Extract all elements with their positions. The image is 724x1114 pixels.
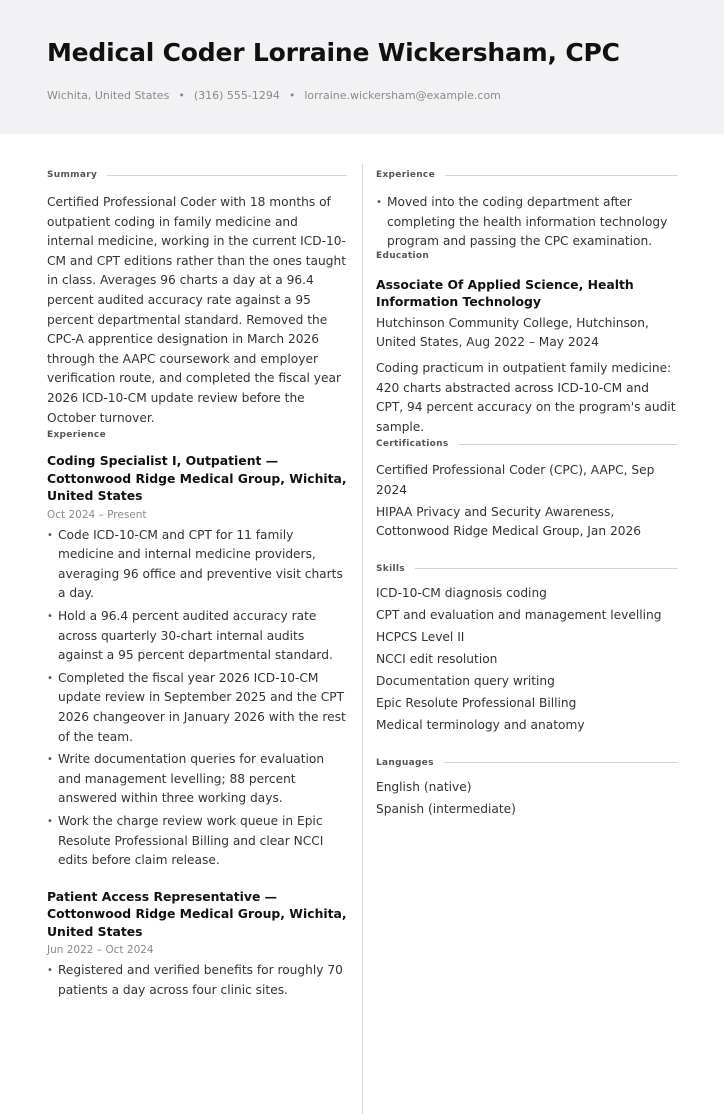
resume-header (0, 0, 724, 134)
job-dates: Jun 2022 – Oct 2024 (47, 944, 154, 957)
section-heading-label: Skills (376, 563, 405, 574)
section-rule (107, 175, 347, 176)
section-rule (458, 444, 678, 445)
page-title: Medical Coder Lorraine Wickersham, CPC (47, 38, 620, 67)
job-bullets (47, 961, 347, 1000)
job-dates: Oct 2024 – Present (47, 508, 147, 521)
experience-continued-heading (376, 168, 678, 182)
contact-line (47, 89, 724, 102)
section-heading-label: Languages (376, 757, 434, 768)
language-item: English (native) (376, 779, 472, 794)
job-entry (47, 888, 347, 1001)
contact-phone: (316) 555-1294 (193, 89, 280, 102)
bullet-item: • Completed the fiscal year 2026 ICD-10-CM update review in September 2025 and the CPT 2026 changeover in January 2026 with the rest of the team. (47, 669, 347, 747)
languages-list (376, 776, 678, 820)
skills-list (376, 582, 678, 736)
skill-item: ICD-10-CM diagnosis coding (376, 585, 547, 600)
contact-location: Wichita, United States (47, 89, 170, 102)
bullet-item: • Work the charge review work queue in Epic Resolute Professional Billing and clear NCCI edits before claim release. (47, 812, 347, 871)
skill-item: Medical terminology and anatomy (376, 717, 585, 732)
bullet-item: • Code ICD-10-CM and CPT for 11 family medicine and internal medicine providers, averaging 96 office and preventive visit charts a day. (47, 526, 347, 604)
section-heading-label: Experience (376, 170, 435, 180)
bullet-item: • Moved into the coding department after completing the health information technology program and passing the CPC examination. (376, 193, 678, 252)
school-line: Hutchinson Community College, Hutchinson, United States, Aug 2022 – May 2024 (376, 315, 649, 350)
section-heading-label: Summary (47, 170, 98, 180)
language-item: Spanish (intermediate) (376, 801, 516, 816)
job-title: Coding Specialist I, Outpatient — Cottonwood Ridge Medical Group, Wichita, United States (47, 453, 347, 504)
section-heading-label: Certifications (376, 439, 449, 450)
summary-heading (47, 168, 347, 182)
languages-heading (376, 756, 678, 770)
separator-dot: • (178, 89, 185, 102)
job-bullets (47, 526, 347, 871)
job-bullets-continued (376, 193, 678, 252)
contact-email: lorraine.wickersham@example.com (304, 89, 501, 102)
skill-item: Documentation query writing (376, 673, 555, 688)
certification-item: HIPAA Privacy and Security Awareness, Cottonwood Ridge Medical Group, Jan 2026 (376, 504, 641, 539)
skills-heading (376, 562, 678, 576)
bullet-item: • Hold a 96.4 percent audited accuracy rate across quarterly 30-chart internal audits against a 95 percent departmental standard. (47, 607, 347, 666)
right-column (376, 168, 678, 820)
section-rule (445, 175, 678, 176)
skill-item: CPT and evaluation and management levelling (376, 607, 662, 622)
job-entry (47, 452, 347, 871)
section-heading-label: Experience (47, 430, 106, 441)
left-column (47, 168, 347, 1003)
skill-item: NCCI edit resolution (376, 651, 498, 666)
certifications-heading (376, 437, 678, 451)
experience-heading (47, 428, 347, 442)
column-divider (362, 164, 363, 1114)
degree-title: Associate Of Applied Science, Health Information Technology (376, 276, 634, 310)
bullet-item: • Write documentation queries for evaluation and management levelling; 88 percent answered within three working days. (47, 750, 347, 809)
certification-item: Certified Professional Coder (CPC), AAPC, Sep 2024 (376, 463, 655, 497)
section-rule (444, 762, 678, 763)
job-title: Patient Access Representative — Cottonwood Ridge Medical Group, Wichita, United States (47, 888, 347, 939)
skill-item: HCPCS Level II (376, 629, 465, 644)
skill-item: Epic Resolute Professional Billing (376, 695, 577, 710)
separator-dot: • (288, 89, 296, 102)
section-rule (415, 568, 678, 569)
education-detail: Coding practicum in outpatient family medicine: 420 charts abstracted across ICD-10-CM and CPT, 94 percent accuracy on the program's audit sample. (376, 360, 676, 434)
bullet-item: • Registered and verified benefits for roughly 70 patients a day across four clinic sites. (47, 961, 347, 1000)
section-heading-label: Education (376, 250, 430, 261)
summary-text: Certified Professional Coder with 18 months of outpatient coding in family medicine and internal medicine, working in the current ICD-10-CM and CPT editions rather than the ones taught in class. Averages 96 charts a day at a 96.4 percent audited accuracy rate against a 95 percent departmental standard. Removed the CPC-A apprentice designation in March 2026 through the AAPC coursework and employer verification route, and completed the fiscal year 2026 ICD-10-CM update review before the October turnover. (47, 195, 346, 425)
